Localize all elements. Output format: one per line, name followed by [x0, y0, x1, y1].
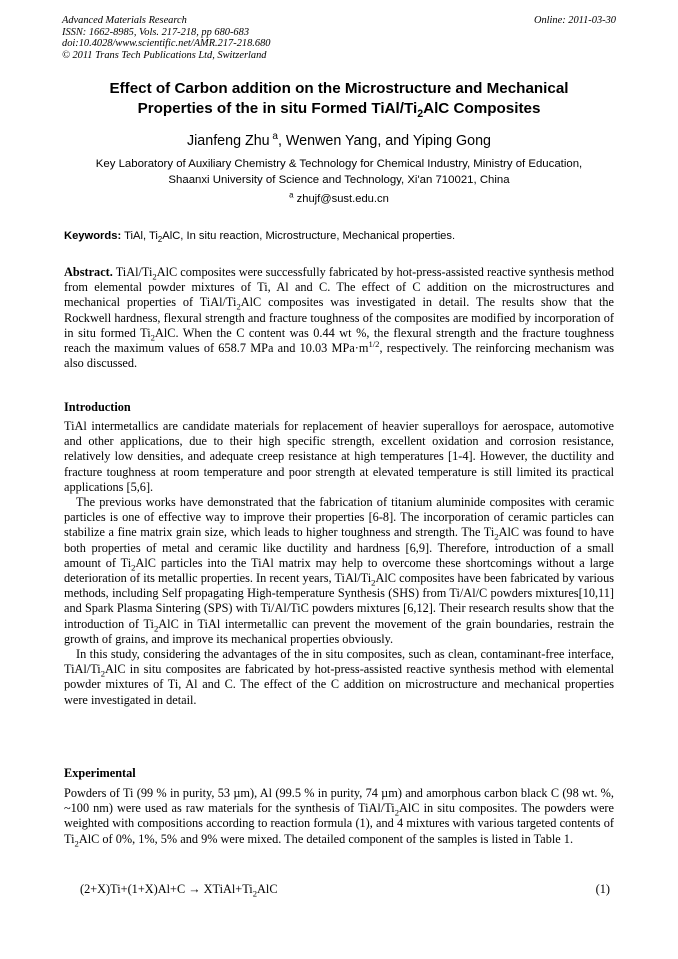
email-superscript: a: [289, 190, 294, 200]
intro-paragraph-2: [64, 495, 614, 647]
formula-number: (1): [595, 882, 610, 896]
subscript: 2: [394, 807, 400, 818]
formula-text: AlC: [257, 882, 278, 896]
affiliation-line-1: Key Laboratory of Auxiliary Chemistry & Technology for Chemical Industry, Ministry of Education,: [95, 158, 583, 170]
subscript: 2: [494, 531, 499, 542]
paragraph-text: AlC in situ composites. The powders were weighted with compositions according to reaction formula (1), and 4 mixtures with various targeted contents of Ti: [64, 801, 614, 846]
abstract-text: , respectively. The reinforcing mechanism was also discussed.: [64, 341, 615, 371]
title-line-2: [60, 99, 618, 119]
email-address[interactable]: zhujf@sust.edu.cn: [293, 193, 389, 205]
affiliation: [60, 156, 618, 188]
abstract: [64, 265, 614, 371]
author-list: [60, 131, 618, 151]
subscript: 2: [152, 271, 157, 282]
author-names: , Wenwen Yang, and Yiping Gong: [277, 133, 492, 149]
paragraph-text: Powders of Ti (99 % in purity, 53 µm), Al (99.5 % in purity, 74 µm) and amorphous carbon black C (98 wt. %, ~100 nm) were used as raw materials for the synthesis of TiAl/Ti: [64, 786, 614, 816]
paragraph-text: The previous works have demonstrated that the fabrication of titanium aluminide composites with ceramic particles is one of effective way to improve their properties [6-8]. The incorporation of ceramic particles can stabilize a fine matrix grain size, which leads to higher toughness and strength. The Ti: [64, 495, 614, 540]
paper-title: [60, 79, 618, 119]
abstract-text: AlC composites was investigated in detail. The results show that the Rockwell hardness, flexural strength and fracture toughness of the composites are modified by incorporation of in situ formed Ti: [64, 295, 614, 340]
author-name: Jianfeng Zhu: [186, 133, 270, 149]
author-email: [60, 191, 618, 207]
experimental-body: [64, 786, 614, 847]
formula-subscript: 2: [252, 888, 258, 899]
subscript: 2: [371, 577, 376, 588]
abstract-text: AlC. When the C content was 0.44 wt %, the flexural strength and the fracture toughness reach the maximum values of 658.7 MPa and 10.03 MPa·m: [64, 325, 614, 356]
paragraph-text: AlC composites have been fabricated by various methods, including Self propagating High-temperature Synthesis (SHS) from Ti/Al/C powders mixtures[10,11] and Spark Plasma Sintering (SPS) with Ti/Al/TiC powders mixtures [6,12]. Their research results show that the introduction of Ti: [64, 571, 614, 631]
online-date: Online: 2011-03-30: [533, 15, 616, 26]
section-heading-experimental: Experimental: [64, 766, 136, 780]
abstract-text: TiAl/Ti: [112, 265, 153, 279]
paragraph-text: AlC in situ composites are fabricated by hot-press-assisted reactive synthesis method with elemental powder mixtures of Ti, Al and C. The effect of the C addition on microstructure and mechanical properties were investigated in detail.: [64, 662, 614, 707]
reaction-formula: [80, 882, 610, 897]
title-text: AlC Composites: [423, 100, 541, 117]
keywords: [64, 229, 618, 244]
abstract-label: Abstract.: [64, 265, 113, 279]
paragraph-text: AlC in TiAl intermetallic can prevent the movement of the grain boundaries, restrain the growth of grains, and improve its mechanical properties obviously.: [64, 616, 615, 646]
introduction-body: [64, 419, 614, 708]
abstract-text: AlC composites were successfully fabricated by hot-press-assisted reactive synthesis method from elemental powder mixtures of Ti, Al and C. The effect of C addition on the microstructures and mechanical properties of TiAl/Ti: [64, 265, 614, 310]
subscript: 2: [153, 623, 159, 634]
superscript: 1/2: [368, 338, 380, 349]
paragraph-text: AlC was found to have both properties of metal and ceramic like ductility and hardness [6,9]. Therefore, introduction of a small amount of Ti: [64, 525, 615, 570]
keywords-text: AlC, In situ reaction, Microstructure, Mechanical properties.: [162, 230, 456, 242]
journal-name: Advanced Materials Research: [62, 15, 187, 26]
keywords-subscript: 2: [157, 235, 163, 245]
subscript: 2: [74, 838, 79, 849]
section-heading-introduction: Introduction: [64, 400, 131, 414]
doi-line[interactable]: doi:10.4028/www.scientific.net/AMR.217-218.680: [62, 38, 271, 50]
paragraph-text: AlC of 0%, 1%, 5% and 9% were mixed. The detailed component of the samples is listed in Table 1.: [78, 831, 574, 846]
intro-paragraph-3: [64, 647, 614, 708]
subscript: 2: [100, 668, 106, 679]
journal-header: [62, 15, 616, 61]
title-line-1: Effect of Carbon addition on the Microstructure and Mechanical: [109, 80, 569, 97]
paragraph-text: AlC particles into the TiAl matrix may help to overcome these shortcomings without a large deterioration of its metallic properties. In recent years, TiAl/Ti: [64, 555, 614, 586]
title-text: Properties of the in situ Formed TiAl/Ti: [137, 100, 418, 117]
copyright-line: © 2011 Trans Tech Publications Ltd, Switzerland: [62, 49, 267, 61]
paragraph-text: In this study, considering the advantages of the in situ composites, such as clean, contaminant-free interface, TiAl/Ti: [64, 647, 614, 677]
subscript: 2: [131, 562, 136, 573]
keywords-label: Keywords:: [64, 230, 122, 242]
subscript: 2: [236, 301, 241, 312]
intro-paragraph-1: TiAl intermetallics are candidate materials for replacement of heavier superalloys for aerospace, automotive and other applications, due to their high specific strength, excellent oxidation and corrosion resistance, relatively low densities, and adequate creep resistance at high temperatures [1-4]. However, the ductility and fracture toughness at room temperature and poor strength at elevated temperature is still limited its practical applications [5,6].: [64, 419, 614, 494]
keywords-text: TiAl, Ti: [121, 230, 158, 242]
formula-text: (2+X)Ti+(1+X)Al+C → XTiAl+Ti: [80, 882, 253, 896]
subscript: 2: [150, 332, 155, 343]
affiliation-line-2: Shaanxi University of Science and Technology, Xi'an 710021, China: [168, 174, 510, 186]
author-superscript: a: [269, 131, 278, 143]
title-subscript: 2: [417, 108, 424, 121]
issn-line: ISSN: 1662-8985, Vols. 217-218, pp 680-683: [62, 26, 250, 38]
